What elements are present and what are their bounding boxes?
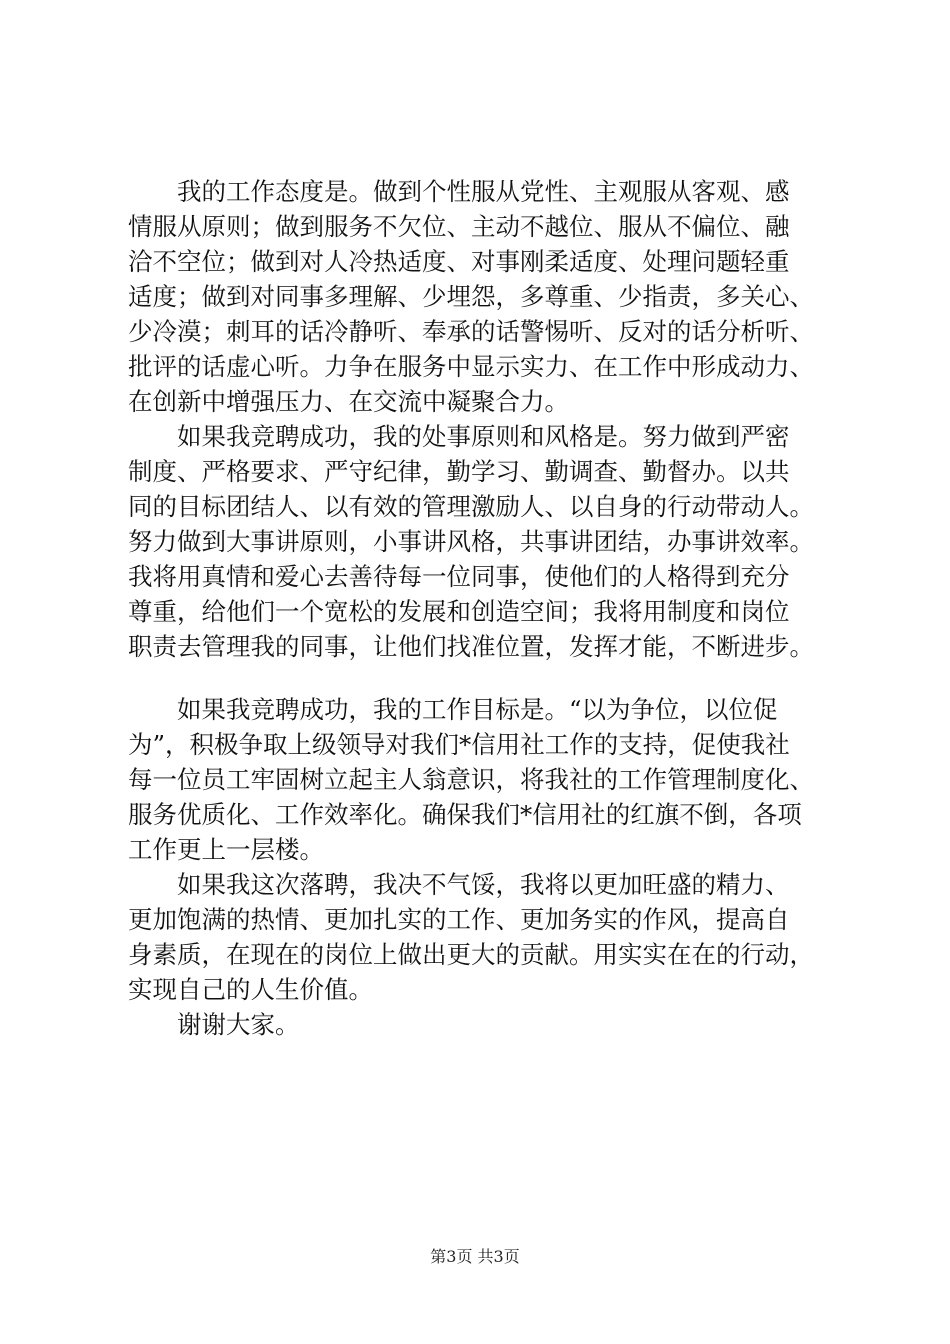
paragraph-line: 我将用真情和爱心去善待每一位同事，使他们的人格得到充分 [128, 562, 790, 591]
paragraph-line: 职责去管理我的同事，让他们找准位置，发挥才能，不断进步。 [128, 632, 814, 661]
paragraph-gap [128, 664, 833, 692]
paragraph-line: 如果我这次落聘，我决不气馁，我将以更加旺盛的精力、 [177, 870, 790, 899]
paragraph-line: 如果我竞聘成功，我的处事原则和风格是。努力做到严密 [177, 422, 790, 451]
paragraph-line: 如果我竞聘成功，我的工作目标是。“以为争位，以位促 [177, 695, 778, 724]
paragraph-line: 在创新中增强压力、在交流中凝聚合力。 [128, 387, 569, 416]
paragraph-line: 服务优质化、工作效率化。确保我们*信用社的红旗不倒，各项 [128, 800, 802, 829]
page-number-footer: 第3页 共3页 [430, 1247, 520, 1266]
paragraph-line: 少冷漠；刺耳的话冷静听、奉承的话警惕听、反对的话分析听、 [128, 317, 814, 346]
closing-line: 谢谢大家。 [177, 1010, 300, 1039]
paragraph-line: 身素质，在现在的岗位上做出更大的贡献。用实实在在的行动， [128, 940, 814, 969]
paragraph-line: 制度、严格要求、严守纪律，勤学习、勤调查、勤督办。以共 [128, 457, 790, 486]
paragraph-line: 情服从原则；做到服务不欠位、主动不越位、服从不偏位、融 [128, 212, 790, 241]
paragraph-line: 尊重，给他们一个宽松的发展和创造空间；我将用制度和岗位 [128, 597, 790, 626]
paragraph-line: 努力做到大事讲原则，小事讲风格，共事讲团结，办事讲效率。 [128, 527, 814, 556]
paragraph-line: 批评的话虚心听。力争在服务中显示实力、在工作中形成动力、 [128, 352, 814, 381]
paragraph-line: 每一位员工牢固树立起主人翁意识，将我社的工作管理制度化、 [128, 765, 814, 794]
paragraph-line: 更加饱满的热情、更加扎实的工作、更加务实的作风，提高自 [128, 905, 790, 934]
paragraph-line: 我的工作态度是。做到个性服从党性、主观服从客观、感 [177, 177, 790, 206]
paragraph-line: 实现自己的人生价值。 [128, 975, 373, 1004]
paragraph-line: 同的目标团结人、以有效的管理激励人、以自身的行动带动人。 [128, 492, 814, 521]
paragraph-line: 为”，积极争取上级领导对我们*信用社工作的支持，促使我社 [128, 730, 790, 759]
paragraph-line: 洽不空位；做到对人冷热适度、对事刚柔适度、处理问题轻重 [128, 247, 790, 276]
paragraph-line: 适度；做到对同事多理解、少埋怨，多尊重、少指责，多关心、 [128, 282, 814, 311]
paragraph-line: 工作更上一层楼。 [128, 835, 324, 864]
document-body [128, 174, 833, 1042]
